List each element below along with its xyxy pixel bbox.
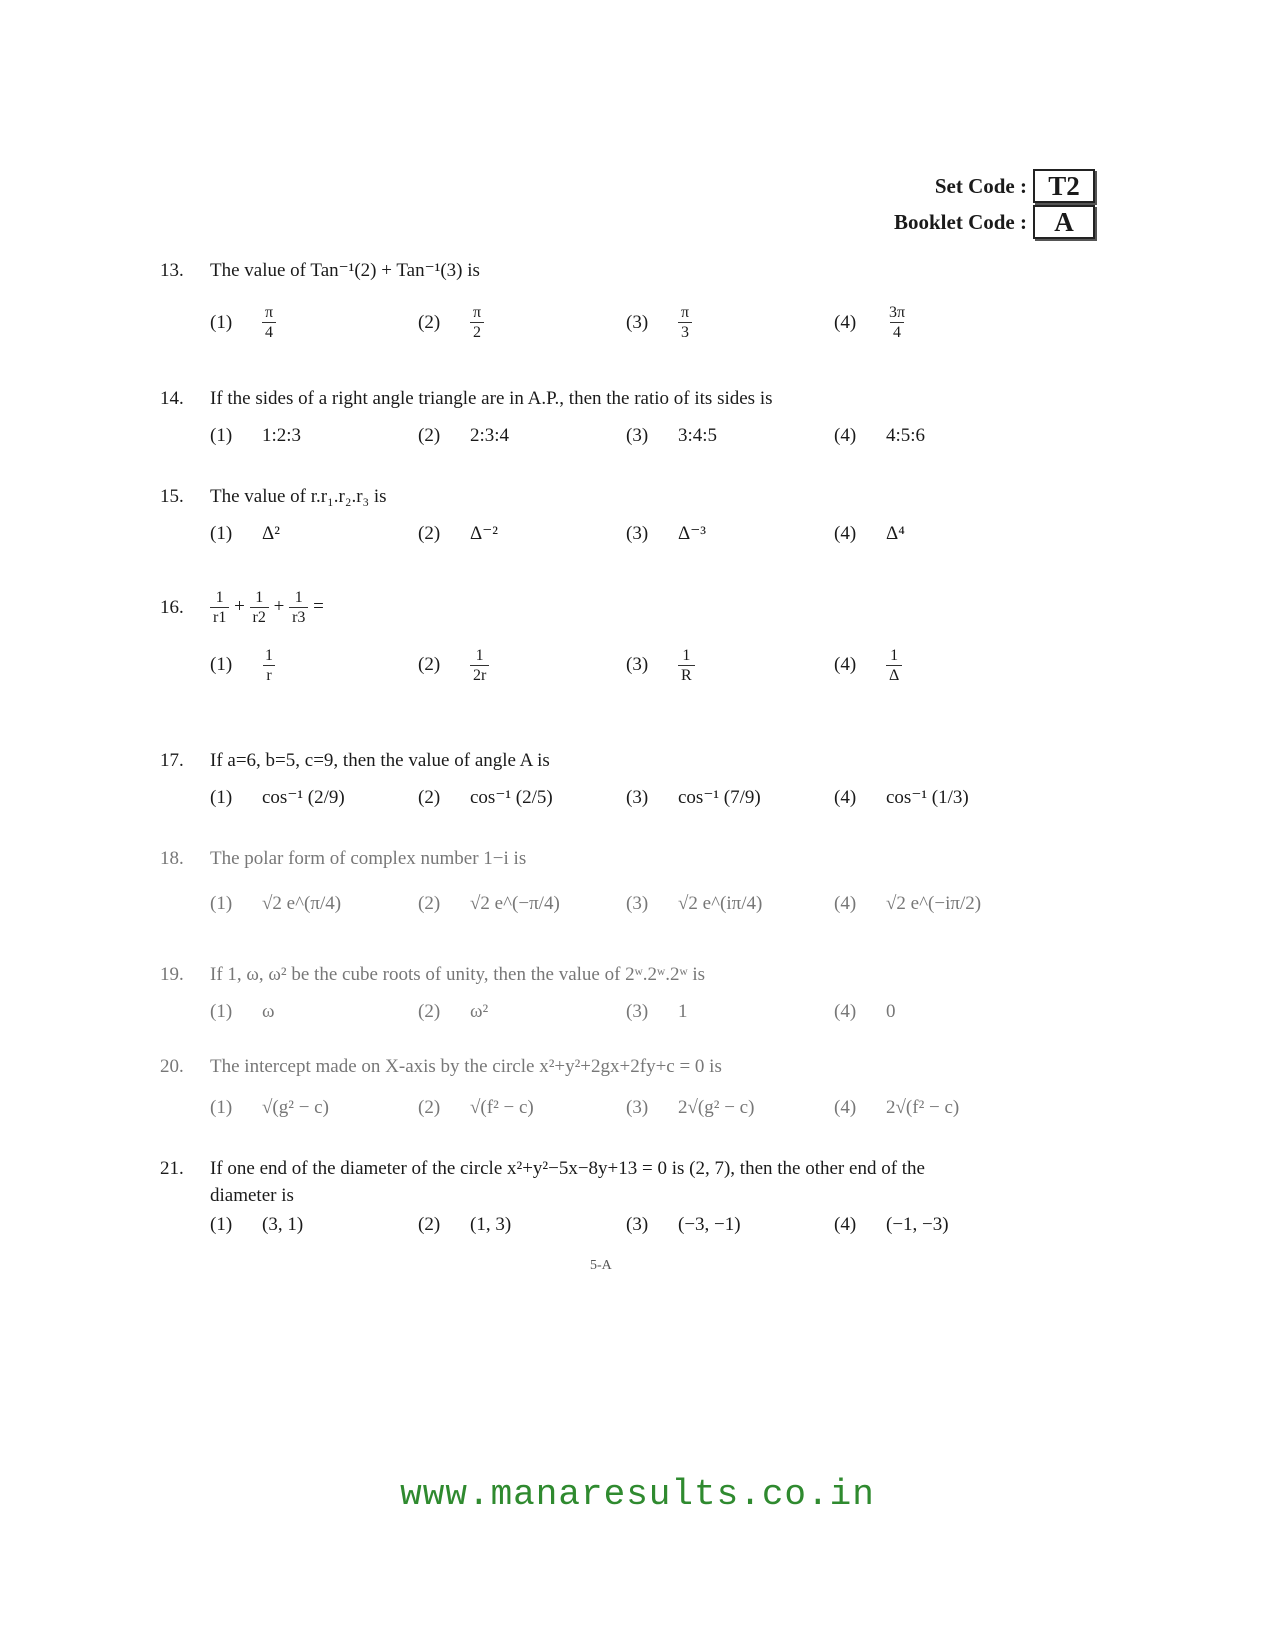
option-number: (1) [210, 786, 233, 808]
option-value: (3, 1) [262, 1214, 304, 1236]
footer-url[interactable]: www.manaresults.co.in [400, 1474, 875, 1515]
question-19 [160, 962, 1100, 1029]
options [160, 887, 1100, 921]
fraction-numerator: 1 [215, 589, 224, 606]
expression-fraction [250, 588, 269, 627]
option-2 [418, 295, 484, 351]
option-number: (2) [418, 654, 441, 676]
options [160, 995, 1100, 1029]
option-fraction [886, 646, 902, 685]
option-number: (4) [834, 654, 857, 676]
option-4 [834, 637, 902, 693]
question-number: 20. [160, 1056, 184, 1078]
option-number: (2) [418, 1000, 441, 1022]
option-3 [626, 995, 688, 1029]
plus-sign: + [273, 596, 285, 618]
option-value: 2√(g² − c) [678, 1096, 755, 1118]
option-value: √2 e^(−π/4) [470, 892, 560, 914]
question-number: 14. [160, 388, 184, 410]
question-text: If 1, ω, ω² be the cube roots of unity, then the value of 2ʷ.2ʷ.2ʷ is [210, 964, 706, 985]
option-2 [418, 1091, 534, 1125]
option-1 [210, 781, 345, 815]
option-3 [626, 781, 761, 815]
option-value: (−3, −1) [678, 1214, 741, 1236]
option-value: √2 e^(π/4) [262, 892, 342, 914]
fraction-denominator: Δ [886, 665, 902, 685]
expression-fraction [210, 588, 229, 627]
plus-sign: + [234, 596, 245, 618]
options [160, 637, 1100, 693]
option-number: (2) [418, 424, 441, 446]
option-value: √2 e^(−iπ/2) [886, 892, 982, 914]
option-number: (1) [210, 1096, 233, 1118]
fraction-numerator: 1 [475, 646, 484, 664]
question-number: 15. [160, 486, 184, 508]
option-number: (3) [626, 892, 649, 914]
option-number: (2) [418, 892, 441, 914]
option-1 [210, 419, 301, 453]
option-number: (1) [210, 311, 233, 333]
option-value: (1, 3) [470, 1214, 512, 1236]
question-text: If a=6, b=5, c=9, then the value of angle A is [210, 750, 550, 771]
option-number: (1) [210, 654, 233, 676]
option-value: Δ² [262, 522, 280, 544]
page-number: 5-A [590, 1258, 612, 1273]
option-3 [626, 295, 692, 351]
option-value: cos⁻¹ (7/9) [678, 787, 761, 809]
option-value: 4:5:6 [886, 424, 926, 446]
option-fraction [678, 646, 695, 685]
option-value: (−1, −3) [886, 1214, 949, 1236]
options [160, 781, 1100, 815]
option-1 [210, 1211, 303, 1239]
option-3 [626, 1211, 741, 1239]
option-3 [626, 517, 706, 551]
option-value: √(g² − c) [262, 1096, 329, 1118]
fraction-numerator: 1 [265, 646, 273, 664]
question-text: If the sides of a right angle triangle are in A.P., then the ratio of its sides is [210, 388, 773, 409]
option-number: (4) [834, 1214, 857, 1236]
option-number: (2) [418, 522, 441, 544]
question-21 [160, 1156, 1100, 1239]
option-fraction [678, 303, 692, 342]
question-18 [160, 846, 1100, 921]
option-fraction [262, 646, 276, 685]
option-value: cos⁻¹ (1/3) [886, 787, 969, 809]
options [160, 419, 1100, 453]
set-code-label: Set Code : [934, 173, 1027, 198]
question-17 [160, 748, 1100, 815]
option-fraction [470, 646, 489, 685]
booklet-code-row [894, 204, 1095, 240]
fraction-denominator: 2 [470, 322, 484, 342]
option-value: 1 [678, 1000, 688, 1022]
option-3 [626, 637, 695, 693]
option-value: 1:2:3 [262, 424, 302, 446]
option-value: 2√(f² − c) [886, 1096, 960, 1118]
question-20 [160, 1054, 1100, 1125]
question-expression [210, 588, 1100, 627]
option-1 [210, 887, 341, 921]
booklet-code-value: A [1033, 205, 1095, 239]
option-number: (4) [834, 1096, 857, 1118]
option-1 [210, 995, 275, 1029]
option-number: (1) [210, 1000, 233, 1022]
question-text: The intercept made on X-axis by the circle x²+y²+2gx+2fy+c = 0 is [210, 1056, 722, 1077]
question-number: 13. [160, 260, 184, 282]
option-value: 3:4:5 [678, 424, 718, 446]
option-number: (1) [210, 522, 233, 544]
fraction-denominator: r2 [250, 607, 269, 627]
option-number: (2) [418, 1096, 441, 1118]
option-1 [210, 295, 276, 351]
option-4 [834, 295, 908, 351]
fraction-denominator: r [263, 665, 274, 685]
header-codes [894, 168, 1095, 240]
option-number: (3) [626, 1000, 649, 1022]
option-number: (4) [834, 1000, 857, 1022]
set-code-value: T2 [1033, 169, 1095, 203]
option-value: Δ⁻³ [678, 523, 706, 545]
fraction-denominator: r1 [210, 607, 229, 627]
option-number: (1) [210, 424, 233, 446]
question-number: 19. [160, 964, 184, 986]
option-number: (3) [626, 786, 649, 808]
option-value: ω [262, 1000, 275, 1022]
option-number: (3) [626, 311, 649, 333]
option-2 [418, 995, 488, 1029]
fraction-numerator: 1 [890, 646, 899, 664]
option-4 [834, 517, 905, 551]
option-number: (3) [626, 522, 649, 544]
option-2 [418, 419, 509, 453]
option-3 [626, 1091, 754, 1125]
option-3 [626, 419, 717, 453]
option-4 [834, 1091, 959, 1125]
option-number: (4) [834, 786, 857, 808]
option-fraction [262, 303, 276, 342]
option-2 [418, 517, 498, 551]
fraction-numerator: 3π [889, 303, 906, 321]
option-1 [210, 1091, 329, 1125]
option-number: (3) [626, 654, 649, 676]
option-4 [834, 1211, 949, 1239]
option-4 [834, 995, 896, 1029]
option-2 [418, 637, 489, 693]
expression-fraction [289, 588, 308, 627]
option-4 [834, 781, 969, 815]
option-number: (2) [418, 1214, 441, 1236]
option-number: (4) [834, 424, 857, 446]
option-number: (3) [626, 424, 649, 446]
option-value: √2 e^(iπ/4) [678, 892, 763, 914]
question-15 [160, 484, 1100, 551]
options [160, 295, 1100, 351]
fraction-denominator: 4 [890, 322, 904, 342]
option-number: (3) [626, 1214, 649, 1236]
option-3 [626, 887, 762, 921]
option-1 [210, 517, 280, 551]
option-number: (2) [418, 311, 441, 333]
question-text: The polar form of complex number 1−i is [210, 848, 527, 869]
fraction-numerator: π [473, 303, 482, 321]
question-14 [160, 386, 1100, 453]
option-value: Δ⁻² [470, 523, 498, 545]
option-number: (2) [418, 786, 441, 808]
fraction-numerator: 1 [682, 646, 691, 664]
question-text: The value of r.r₁.r₂.r₃ is [210, 486, 387, 507]
fraction-denominator: 3 [678, 322, 692, 342]
fraction-denominator: 4 [262, 322, 276, 342]
question-number: 17. [160, 750, 184, 772]
options [160, 517, 1100, 551]
option-2 [418, 1211, 511, 1239]
question-16 [160, 588, 1100, 693]
question-number: 21. [160, 1158, 184, 1180]
question-text: If one end of the diameter of the circle x²+y²−5x−8y+13 = 0 is (2, 7), then the other end of the [210, 1158, 925, 1179]
fraction-numerator: 1 [294, 589, 303, 606]
fraction-numerator: π [681, 303, 690, 321]
option-number: (1) [210, 892, 233, 914]
question-text: The value of Tan⁻¹(2) + Tan⁻¹(3) is [210, 260, 480, 281]
option-1 [210, 637, 276, 693]
option-fraction [470, 303, 484, 342]
option-value: Δ⁴ [886, 522, 905, 544]
question-number: 16. [160, 596, 184, 618]
option-2 [418, 781, 553, 815]
option-value: 0 [886, 1000, 896, 1022]
fraction-denominator: R [678, 665, 695, 685]
option-2 [418, 887, 560, 921]
fraction-numerator: 1 [255, 589, 264, 606]
question-13 [160, 258, 1100, 351]
fraction-numerator: π [265, 303, 274, 321]
set-code-row [894, 168, 1095, 204]
option-value: cos⁻¹ (2/9) [262, 787, 345, 809]
question-text-continued: diameter is [210, 1184, 294, 1206]
options [160, 1091, 1100, 1125]
option-value: √(f² − c) [470, 1096, 534, 1118]
fraction-denominator: r3 [289, 607, 308, 627]
option-4 [834, 887, 981, 921]
option-4 [834, 419, 925, 453]
option-fraction [886, 303, 908, 342]
options [160, 1211, 1100, 1239]
booklet-code-label: Booklet Code : [894, 209, 1027, 234]
question-number: 18. [160, 848, 184, 870]
option-number: (4) [834, 522, 857, 544]
option-value: 2:3:4 [470, 424, 510, 446]
option-value: ω² [470, 1000, 489, 1022]
option-number: (4) [834, 311, 857, 333]
option-number: (3) [626, 1096, 649, 1118]
option-number: (4) [834, 892, 857, 914]
fraction-denominator: 2r [470, 665, 489, 685]
option-value: cos⁻¹ (2/5) [470, 787, 553, 809]
equals-sign: = [313, 596, 324, 618]
option-number: (1) [210, 1214, 233, 1236]
